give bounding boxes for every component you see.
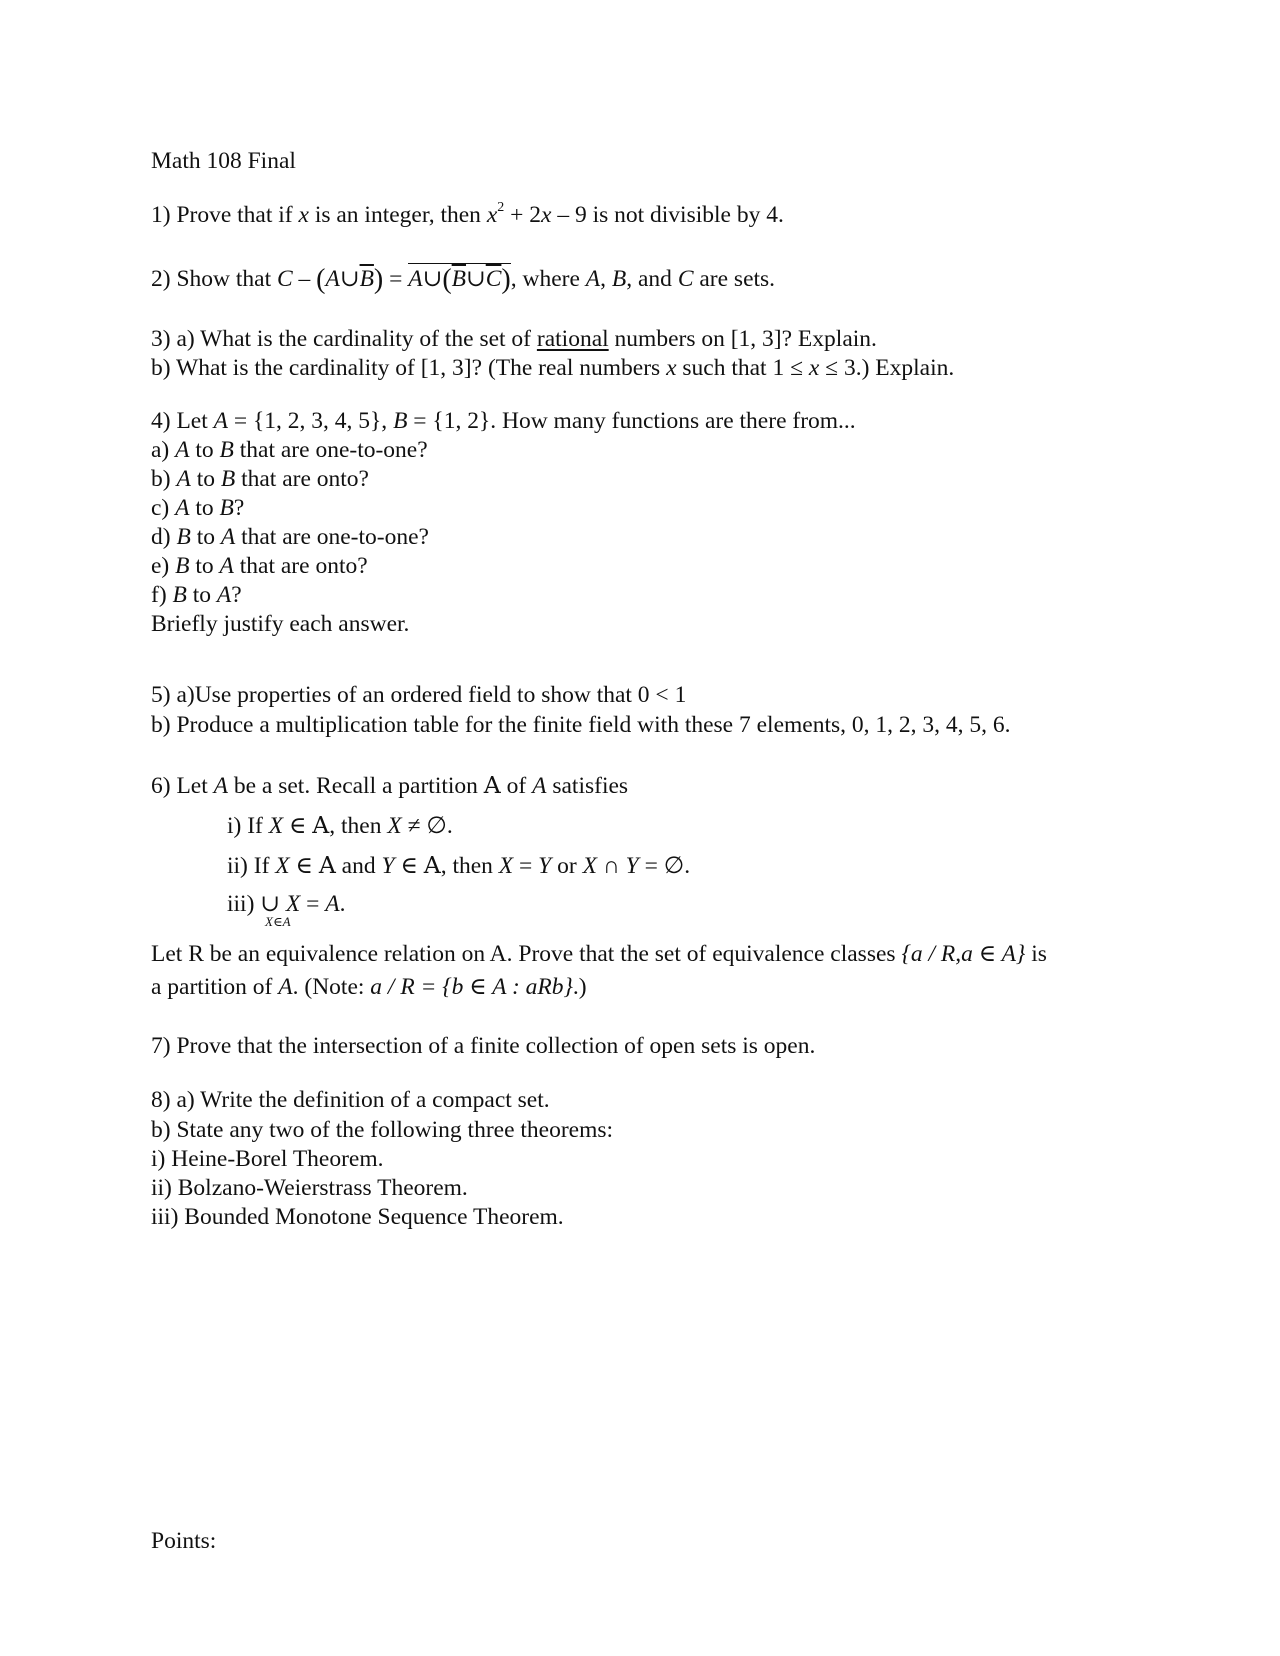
question-6: 6) Let A be a set. Recall a partition A of A satisfies bbox=[151, 771, 629, 799]
question-8b: b) State any two of the following three theorems: bbox=[151, 1117, 614, 1143]
question-4d: d) B to A that are one-to-one? bbox=[151, 524, 429, 550]
question-3b: b) What is the cardinality of [1, 3]? (The real numbers x such that 1 ≤ x ≤ 3.) Explain. bbox=[151, 355, 955, 381]
question-4a: a) A to B that are one-to-one? bbox=[151, 437, 428, 463]
question-6-ii: ii) If X ∈ A and Y ∈ A, then X = Y or X ∩ Y = ∅. bbox=[227, 851, 691, 879]
points-label: Points: bbox=[151, 1528, 217, 1554]
question-5a: 5) a)Use properties of an ordered field to show that 0 < 1 bbox=[151, 682, 687, 708]
question-5b: b) Produce a multiplication table for the finite field with these 7 elements, 0, 1, 2, 3, 4, 5, 6. bbox=[151, 712, 1011, 738]
question-4b: b) A to B that are onto? bbox=[151, 466, 369, 492]
question-4f: f) B to A? bbox=[151, 582, 242, 608]
question-4-note: Briefly justify each answer. bbox=[151, 611, 410, 637]
theorem-item: iii) Bounded Monotone Sequence Theorem. bbox=[151, 1204, 564, 1230]
question-2: 2) Show that C – $(A\cup\overline{B})$ = $A\cup(\overline{B}\cup\overline{C})$, where A, B, and C are sets. bbox=[151, 264, 776, 295]
question-4: 4) Let A = {1, 2, 3, 4, 5}, B = {1, 2}. How many functions are there from... bbox=[151, 408, 856, 434]
page-title: Math 108 Final bbox=[151, 148, 296, 174]
question-1: 1) Prove that if x is an integer, then $x^2 + 2x - 9$ is not divisible by 4. bbox=[151, 200, 784, 228]
question-4c: c) A to B? bbox=[151, 495, 245, 521]
union-index: X∈A bbox=[265, 914, 291, 929]
question-6-note: a partition of A. (Note: a / R = {b ∈ A : aRb}.) bbox=[151, 974, 587, 1000]
question-4e: e) B to A that are onto? bbox=[151, 553, 368, 579]
question-8a: 8) a) Write the definition of a compact set. bbox=[151, 1087, 550, 1113]
question-7: 7) Prove that the intersection of a finite collection of open sets is open. bbox=[151, 1033, 816, 1059]
question-3a: 3) a) What is the cardinality of the set of rational numbers on [1, 3]? Explain. bbox=[151, 326, 877, 352]
theorem-item: i) Heine-Borel Theorem. bbox=[151, 1146, 384, 1172]
question-6-iii: iii) ∪ X = A. bbox=[227, 891, 346, 917]
theorem-item: ii) Bolzano-Weierstrass Theorem. bbox=[151, 1175, 468, 1201]
question-6-body: Let R be an equivalence relation on A. Prove that the set of equivalence classes {a / R,a ∈ A} is bbox=[151, 941, 1047, 967]
question-6-i: i) If X ∈ A, then X ≠ ∅. bbox=[227, 811, 453, 839]
complement-overline: $A\cup(\overline{B}\cup\overline{C})$ bbox=[408, 264, 511, 295]
